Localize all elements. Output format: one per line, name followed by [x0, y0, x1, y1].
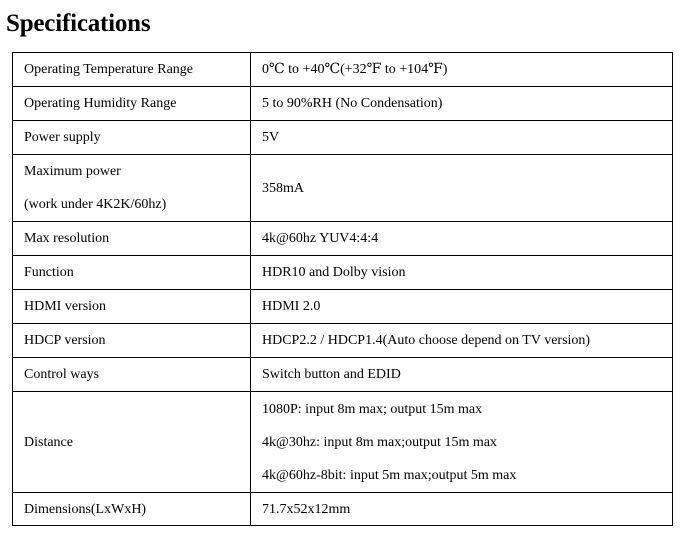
spec-value-text: HDMI 2.0: [262, 299, 321, 314]
spec-label: [13, 53, 251, 87]
table-row: [13, 155, 673, 222]
table-row: [13, 290, 673, 324]
spec-value: [251, 493, 673, 526]
spec-value: [251, 358, 673, 392]
table-row: [13, 256, 673, 290]
spec-value-text: 1080P: input 8m max; output 15m max: [262, 401, 483, 417]
table-row: [13, 87, 673, 121]
spec-value: [251, 87, 673, 121]
spec-label-text: Operating Humidity Range: [24, 96, 177, 111]
spec-label: [13, 256, 251, 290]
spec-value: [251, 222, 673, 256]
specifications-table: [12, 52, 673, 526]
spec-label-text: Distance: [24, 434, 73, 450]
spec-label-text: Max resolution: [24, 231, 110, 246]
spec-value-text: Switch button and EDID: [262, 367, 401, 382]
spec-label-text: Dimensions(LxWxH): [24, 501, 147, 517]
spec-value-text: HDCP2.2 / HDCP1.4(Auto choose depend on TV version): [262, 333, 591, 348]
spec-value-text: 5 to 90%RH (No Condensation): [262, 96, 443, 111]
table-row: [13, 121, 673, 155]
spec-label-text: (work under 4K2K/60hz): [24, 197, 167, 212]
spec-value-text: HDR10 and Dolby vision: [262, 265, 406, 280]
spec-value: [251, 324, 673, 358]
spec-value: [251, 392, 673, 493]
spec-label-text: HDCP version: [24, 333, 106, 348]
spec-value-text: 71.7x52x12mm: [262, 501, 351, 517]
spec-label: [13, 290, 251, 324]
spec-label: [13, 493, 251, 526]
spec-label-text: HDMI version: [24, 299, 107, 314]
spec-label-text: Operating Temperature Range: [24, 62, 194, 77]
page-title: Specifications: [6, 10, 151, 37]
spec-label: [13, 222, 251, 256]
spec-value-text: 5V: [262, 130, 280, 145]
table-row: [13, 392, 673, 493]
spec-value: [251, 53, 673, 87]
spec-value-text: 4k@60hz YUV4:4:4: [262, 231, 379, 246]
spec-label: [13, 87, 251, 121]
spec-label: [13, 155, 251, 222]
table-row: [13, 493, 673, 526]
spec-label-text: Maximum power: [24, 164, 121, 179]
spec-value-text: 0℃ to +40℃(+32℉ to +104℉): [262, 62, 448, 77]
spec-label: [13, 358, 251, 392]
spec-label-text: Function: [24, 265, 74, 280]
spec-label-text: Control ways: [24, 367, 100, 382]
table-row: [13, 358, 673, 392]
spec-value: [251, 121, 673, 155]
spec-value-text: 358mA: [262, 180, 304, 196]
table-row: [13, 222, 673, 256]
spec-value-text: 4k@30hz: input 8m max;output 15m max: [262, 434, 497, 450]
spec-label: [13, 121, 251, 155]
spec-value: [251, 155, 673, 222]
spec-label: [13, 392, 251, 493]
spec-value: [251, 290, 673, 324]
spec-label: [13, 324, 251, 358]
spec-value-text: 4k@60hz-8bit: input 5m max;output 5m max: [262, 467, 517, 483]
spec-value: [251, 256, 673, 290]
table-row: [13, 324, 673, 358]
spec-label-text: Power supply: [24, 130, 101, 145]
table-row: [13, 53, 673, 87]
